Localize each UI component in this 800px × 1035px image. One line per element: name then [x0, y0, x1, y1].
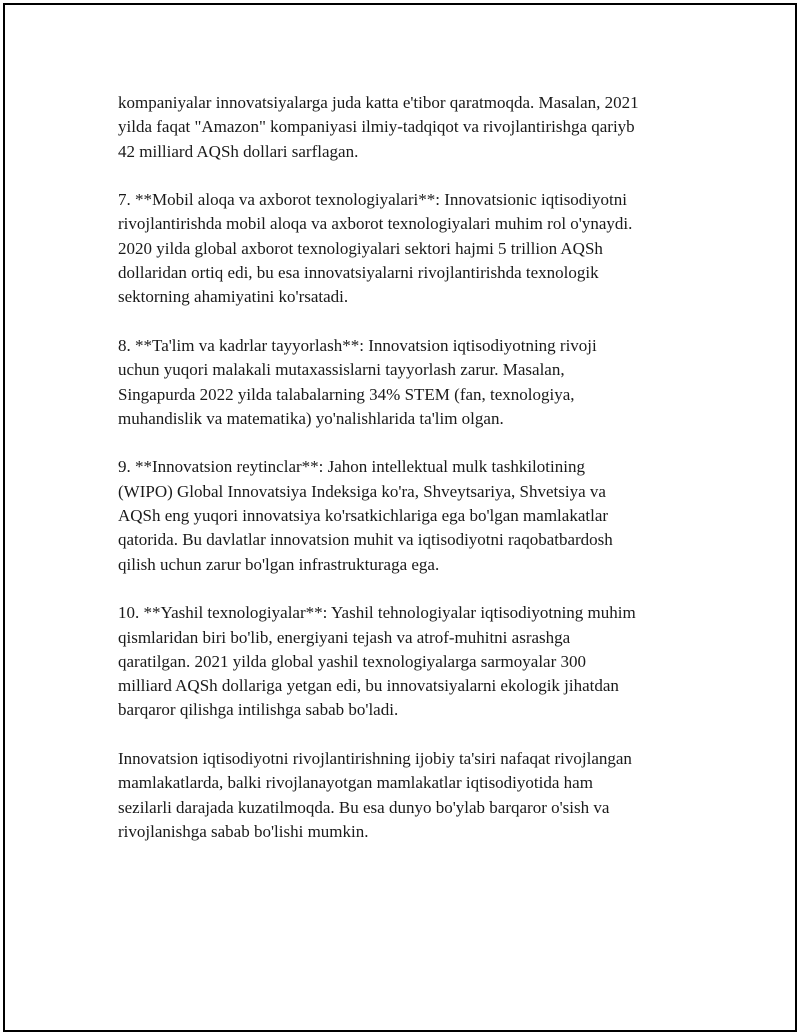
paragraph-item-10 — [118, 601, 698, 722]
text-line: rivojlanishga sabab bo'lishi mumkin. — [118, 821, 369, 841]
text-line: muhandislik va matematika) yo'nalishlarida ta'lim olgan. — [118, 408, 504, 428]
text-line: 8. **Ta'lim va kadrlar tayyorlash**: Innovatsion iqtisodiyotning rivoji — [118, 335, 597, 355]
text-line: dollaridan ortiq edi, bu esa innovatsiyalarni rivojlantirishda texnologik — [118, 263, 599, 283]
paragraph-item-9 — [118, 455, 698, 576]
text-line: 7. **Mobil aloqa va axborot texnologiyalari**: Innovatsionic iqtisodiyotni — [118, 190, 627, 210]
text-line: barqaror qilishga intilishga sabab bo'ladi. — [118, 700, 399, 720]
text-line: AQSh eng yuqori innovatsiya ko'rsatkichlariga ega bo'lgan mamlakatlar — [118, 506, 609, 526]
paragraph-conclusion — [118, 747, 698, 844]
text-line: 10. **Yashil texnologiyalar**: Yashil tehnologiyalar iqtisodiyotning muhim — [118, 603, 636, 623]
text-line: yilda faqat "Amazon" kompaniyasi ilmiy-tadqiqot va rivojlantirishga qariyb — [118, 117, 635, 137]
text-line: Innovatsion iqtisodiyotni rivojlantirishning ijobiy ta'siri nafaqat rivojlangan — [118, 749, 632, 769]
text-line: kompaniyalar innovatsiyalarga juda katta e'tibor qaratmoqda. Masalan, 2021 — [118, 93, 639, 112]
paragraph-item-7 — [118, 188, 698, 309]
text-line: qatorida. Bu davlatlar innovatsion muhit va iqtisodiyotni raqobatbardosh — [118, 530, 613, 550]
paragraph-intro — [118, 91, 698, 164]
text-line: sektorning ahamiyatini ko'rsatadi. — [118, 287, 349, 307]
text-line: (WIPO) Global Innovatsiya Indeksiga ko'ra, Shveytsariya, Shvetsiya va — [118, 481, 606, 501]
text-line: qaratilgan. 2021 yilda global yashil texnologiyalarga sarmoyalar 300 — [118, 651, 587, 671]
document-body — [118, 91, 698, 869]
text-line: Singapurda 2022 yilda talabalarning 34% STEM (fan, texnologiya, — [118, 384, 575, 404]
text-line: 42 milliard AQSh dollari sarflagan. — [118, 141, 359, 161]
text-line: 9. **Innovatsion reytinclar**: Jahon intellektual mulk tashkilotining — [118, 457, 585, 477]
text-line: milliard AQSh dollariga yetgan edi, bu innovatsiyalarni ekologik jihatdan — [118, 676, 619, 696]
text-line: qilish uchun zarur bo'lgan infrastrukturaga ega. — [118, 554, 440, 574]
text-line: uchun yuqori malakali mutaxassislarni tayyorlash zarur. Masalan, — [118, 360, 565, 380]
text-line: 2020 yilda global axborot texnologiyalari sektori hajmi 5 trillion AQSh — [118, 238, 603, 258]
text-line: mamlakatlarda, balki rivojlanayotgan mamlakatlar iqtisodiyotida ham — [118, 773, 593, 793]
text-line: sezilarli darajada kuzatilmoqda. Bu esa dunyo bo'ylab barqaror o'sish va — [118, 797, 610, 817]
text-line: rivojlantirishda mobil aloqa va axborot texnologiyalari muhim rol o'ynaydi. — [118, 214, 633, 234]
text-line: qismlaridan biri bo'lib, energiyani tejash va atrof-muhitni asrashga — [118, 627, 571, 647]
paragraph-item-8 — [118, 334, 698, 431]
